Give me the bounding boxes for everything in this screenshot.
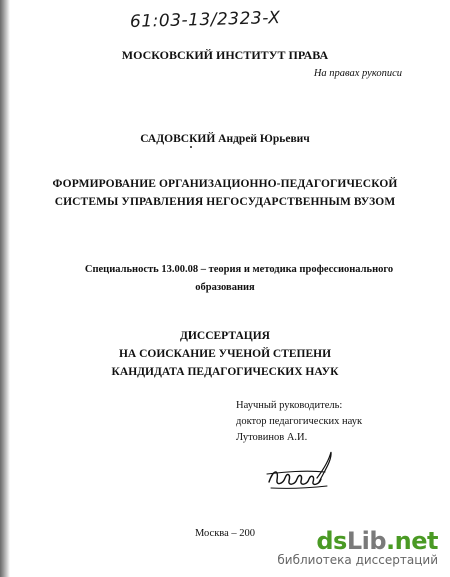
watermark-ds: ds <box>316 527 347 555</box>
manuscript-note: На правах рукописи <box>313 68 402 79</box>
author-name: САДОВСКИЙ Андрей Юрьевич <box>140 133 310 145</box>
degree-heading-line-1: ДИССЕРТАЦИЯ <box>180 330 270 342</box>
handwritten-signature <box>265 448 335 492</box>
specialty-line-2: образования <box>195 282 255 293</box>
institute-name: МОСКОВСКИЙ ИНСТИТУТ ПРАВА <box>121 48 329 62</box>
supervisor-degree: доктор педагогических наук <box>236 416 363 427</box>
dslib-watermark-logo <box>316 527 438 555</box>
scan-speck <box>190 146 192 148</box>
watermark-lib: Lib <box>346 527 387 555</box>
dissertation-title-line-1: ФОРМИРОВАНИЕ ОРГАНИЗАЦИОННО-ПЕДАГОГИЧЕСКОЙ <box>52 178 398 190</box>
dissertation-title-line-2: СИСТЕМЫ УПРАВЛЕНИЯ НЕГОСУДАРСТВЕННЫМ ВУЗОМ <box>54 196 396 208</box>
watermark-subtitle: библиотека диссертаций <box>277 553 438 567</box>
city-year: Москва – 200 <box>194 528 256 539</box>
supervisor-label: Научный руководитель: <box>236 400 343 411</box>
handwritten-catalog-code: 61:03-13/2323-X <box>129 8 281 32</box>
degree-heading-line-3: КАНДИДАТА ПЕДАГОГИЧЕСКИХ НАУК <box>111 366 339 378</box>
specialty-line-1: Специальность 13.00.08 – теория и методика профессионального <box>84 264 394 275</box>
supervisor-name: Лутовинов А.И. <box>236 432 308 443</box>
watermark-net: .net <box>386 527 438 555</box>
degree-heading-line-2: НА СОИСКАНИЕ УЧЕНОЙ СТЕПЕНИ <box>118 348 332 360</box>
